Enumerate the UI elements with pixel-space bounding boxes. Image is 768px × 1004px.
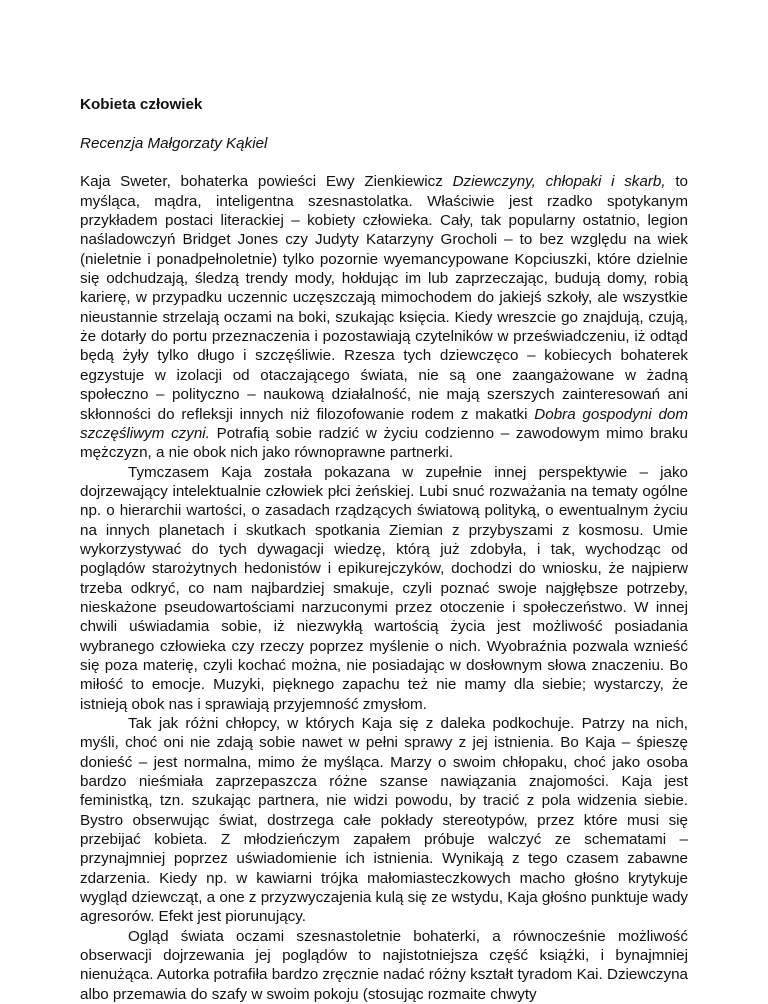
paragraph-text: Ogląd świata oczami szesnastoletnie bohaterki, a równocześnie możliwość obserwacji dojrzewania jej poglądów to najistotniejsza część książki, i bynajmniej nienużąca. Autorka potrafiła bardzo zręcznie nadać różny kształt tyradom Kai. Dziewczyna albo przemawia do szafy w swoim pokoju (stosując rozmaite chwyty bbox=[80, 927, 688, 1003]
paragraph-text: Tymczasem Kaja została pokazana w zupełnie innej perspektywie – jako dojrzewający intelektualnie człowiek płci żeńskiej. Lubi snuć rozważania na tematy ogólne np. o hierarchii wartości, o zasadach rządzących światową polityką, o ewentualnym życiu na innych planetach i skutkach spotkania Ziemian z przybyszami z kosmosu. Umie wykorzystywać do tych dywagacji wiedzę, którą już zdobyła, i tak, wychodząc od poglądów starożytnych hedonistów i epikurejczyków, dochodzi do wniosku, że najpierw trzeba odkryć, co nam najbardziej smakuje, czyli poznać swoje najgłębsze potrzeby, nieskażone pseudowartościami narzuconymi przez otoczenie i społeczeństwo. W innej chwili uświadamia sobie, iż niezwykłą wartością życia jest możliwość posiadania wybranego człowieka czy rzeczy poprzez myślenie o nich. Wyobraźnia pozwala wznieść się poza materię, czyli kochać można, nie posiadając w dosłownym słowa znaczeniu. Bo miłość to emocje. Muzyki, pięknego zapachu też nie mamy dla siebie; wystarczy, że istnieją obok nas i sprawiają przyjemność zmysłom. bbox=[80, 463, 688, 713]
document-title: Kobieta człowiek bbox=[80, 96, 203, 113]
paragraph bbox=[80, 463, 688, 714]
paragraph bbox=[80, 714, 688, 927]
paragraph-text: to myśląca, mądra, inteligentna szesnastolatka. Właściwie jest rzadko spotykanym przykładem postaci literackiej – kobiety człowieka. Cały, tak popularny ostatnio, legion naśladowczyń Bridget Jones czy Judyty Katarzyny Grocholi – to bez względu na wiek (nieletnie i ponadpełnoletnie) tylko pozornie wyemancypowane Kopciuszki, które dzielnie się odchudzają, śledzą trendy mody, hołdując im lub zaprzeczając, budują domy, robią karierę, w przypadku uczennic uczęszczają mimochodem do jakiejś szkoły, ale wszystkie nieustannie strzelają oczami na boki, szukając księcia. Kiedy wreszcie go znajdują, czują, że dotarły do portu przeznaczenia i pozostawiają czytelników w przeświadczeniu, iż odtąd będą żyły tylko długo i szczęśliwie. Rzesza tych dziewczęco – kobiecych bohaterek egzystuje w izolacji od otaczającego świata, nie są one zaangażowane w żadną społeczno – polityczno – naukową działalność, nie mają szerszych zainteresowań ani skłonności do refleksji innych niż filozofowanie rodem z makatki bbox=[80, 173, 689, 423]
paragraph-text: Kaja Sweter, bohaterka powieści Ewy Zienkiewicz bbox=[80, 173, 453, 191]
paragraph bbox=[80, 927, 688, 1004]
quoted-motto: Dobra gospodyni dom szczęśliwym czyni. bbox=[80, 405, 688, 442]
paragraph-text: Potrafią sobie radzić w życiu codzienno – zawodowym mimo braku mężczyzn, a nie obok nich jako równoprawne partnerki. bbox=[80, 424, 688, 462]
document-subtitle: Recenzja Małgorzaty Kąkiel bbox=[80, 134, 268, 152]
paragraph bbox=[80, 172, 688, 462]
paragraph-text: Tak jak różni chłopcy, w których Kaja się z daleka podkochuje. Patrzy na nich, myśli, choć oni nie zdają sobie nawet w pełni sprawy z jej istnienia. Bo Kaja – śpieszę donieść – jest normalna, mimo że myśląca. Marzy o swoim chłopaku, choć jako osoba bardzo nieśmiała zaprzepaszcza różne szanse nawiązania znajomości. Kaja jest feministką, tzn. szukając partnera, nie widzi powodu, by tracić z pola widzenia siebie. Bystro obserwując świat, dostrzega całe pokłady stereotypów, przez które musi się przebijać kobieta. Z młodzieńczym zapałem próbuje walczyć ze schematami – przynajmniej poprzez uświadomienie ich istnienia. Wynikają z tego czasem zabawne zdarzenia. Kiedy np. w kawiarni trójka małomiasteczkowych macho głośno krytykuje wygląd dziewcząt, a one z przyzwyczajenia kulą się ze wstydu, Kaja głośno punktuje wady agresorów. Efekt jest piorunujący. bbox=[80, 715, 688, 926]
book-title: Dziewczyny, chłopaki i skarb, bbox=[452, 173, 666, 191]
document-page bbox=[80, 95, 688, 1004]
